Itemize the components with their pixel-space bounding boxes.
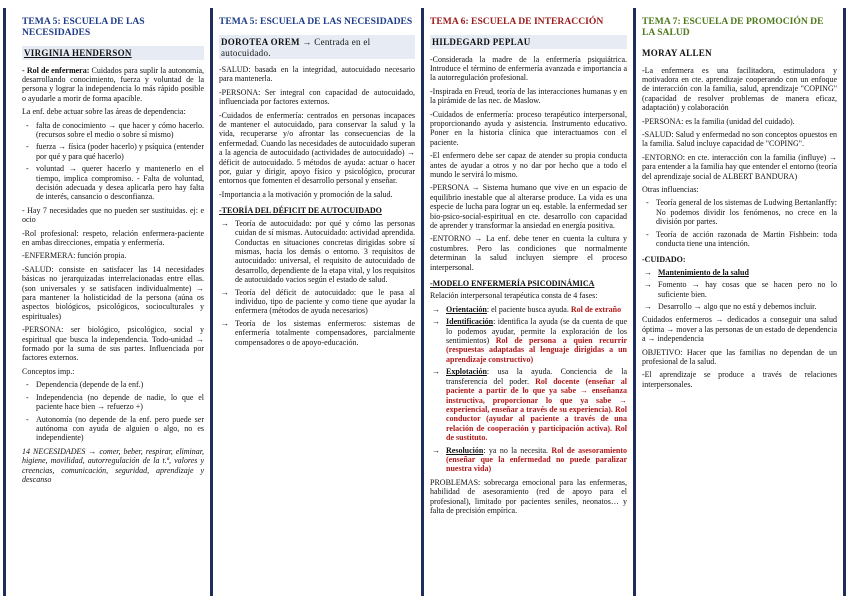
paragraph: -ENTORNO → La enf. debe tener en cuenta la cultura y costumbres. Pero las condiciones que normalmente determinan la salud incluyen siempre el proceso interpersonal. (430, 234, 627, 272)
list-item: → Resolución: ya no la necesita. Rol de asesoramiento (enseñar que la enfermedad no puede paralizar nuestra vida) (446, 446, 627, 474)
paragraph: PROBLEMAS: sobrecarga emocional para las enfermeras, habilidad de asesoramiento (red de apoyo para el profesional), limitado por pacientes seniles, neonatos… y falta de precisión empírica. (430, 477, 627, 515)
paragraph: Conceptos imp.: (22, 366, 75, 376)
column-header: TEMA 6: ESCUELA DE INTERACCIÓN (430, 16, 604, 27)
column-peplau (424, 14, 633, 594)
paragraph: OBJETIVO: Hacer que las familias no dependan de un profesional de la salud. (642, 347, 837, 367)
paragraph: -PERSONA: Ser integral con capacidad de autocuidado, influenciada por factores externos. (219, 87, 415, 107)
paragraph: -SALUD: Salud y enfermedad no son conceptos opuestos en la familia. Salud incluye capacidad de "COPING". (642, 129, 837, 149)
list-item: - Teoría de acción razonada de Martin Fishbein: toda conducta tiene una intención. (656, 230, 837, 249)
column-divider (843, 8, 846, 596)
author-name: VIRGINIA HENDERSON (22, 46, 204, 60)
section-title: -MODELO ENFERMERÍA PSICODINÁMICA (430, 279, 595, 289)
influences-list (642, 198, 837, 248)
column-henderson (16, 14, 210, 594)
author-name: HILDEGARD PEPLAU (430, 35, 627, 49)
list-item: - Teoría general de los sistemas de Ludwing Bertanlanffy: No podemos dividir los fenómenos, no crece en la división por partes. (656, 198, 837, 226)
paragraph: -Inspirada en Freud, teoría de las interacciones humanas y en la pirámide de las nec. de Maslow. (430, 86, 627, 106)
list-item: - fuerza → física (poder hacerlo) y psíquica (entender por qué y para qué hacerlo) (36, 142, 204, 161)
areas-list (22, 121, 204, 202)
paragraph: Otras influencias: (642, 184, 699, 194)
section-title: -CUIDADO: (642, 255, 686, 265)
author-name: MORAY ALLEN (642, 48, 712, 58)
list-item: → Explotación: usa la ayuda. Conciencia de la transferencia del poder. Rol docente (enseñar al paciente a partir de lo que ya sabe → enseñanza instructiva, proporcionar lo que ya sabe → experiencial, enseñar a través de su experiencia). Rol conductor (ayudar al paciente a través de una relación de cooperación y participación activa). Rol de sustituto. (446, 367, 627, 442)
paragraph: -El aprendizaje se produce a través de relaciones interpersonales. (642, 370, 837, 389)
paragraph: -PERSONA: es la familia (unidad del cuidado). (642, 116, 795, 126)
paragraph: -Importancia a la motivación y promoción de la salud. (219, 189, 393, 199)
column-divider (3, 8, 6, 596)
column-header: TEMA 5: ESCUELA DE LAS NECESIDADES (22, 16, 145, 38)
theories-list (219, 219, 415, 347)
list-item: - voluntad → querer hacerlo y mantenerlo en el tiempo, implica compromiso. - Falta de voluntad, decisión adecuada y desea aplicarla pero hay falta de interés, cansancio o desconfianza. (36, 164, 204, 202)
list-item: → Identificación: identifica la ayuda (se da cuenta de que lo podemos ayudar, permite la exploración de los sentimientos) Rol de persona a quien recurrir (respuestas adaptadas al lenguaje dirigidas a un aprendizaje constructivo) (446, 317, 627, 364)
paragraph: -Cuidados de enfermería: proceso terapéutico interpersonal, proporcionando ayuda y asistencia. Instrumento educativo. Poner en la historia clínica que interactuamos con el paciente. (430, 109, 627, 147)
list-item: → Teoría de los sistemas enfermeros: sistemas de enfermería totalmente compensadores, parcialmente compensadores o de apoyo-educación. (235, 319, 415, 347)
paragraph: -Cuidados de enfermería: centrados en personas incapaces de mantener el autocuidado, para conservar la salud y la vida, recuperarse y/o afrontar las consecuencias de la enfermedad. Cuando las necesidades de autocuidado superan a la agencia de autocuidado (actividades de autocuidado) → déficit de autocuidado. 5 métodos de ayuda: actuar o hacer por, guiar y dirigir, apoyo físico y psicológico, procurar entornos que fomenten el desarrollo personal y enseñar. (219, 110, 415, 186)
paragraph: Cuidados enfermeros → dedicados a conseguir una salud óptima → mover a las personas de un estado de dependencia a → independencia (642, 315, 837, 344)
column-orem (213, 14, 421, 594)
list-item: → Fomento → hay cosas que se hacen pero no lo suficiente bien. (658, 280, 837, 299)
list-item: → Teoría del déficit de autocuidado: que le pasa al individuo, tipo de paciente y como tiene que ayudar la enfermera (métodos de ayuda necesarios) (235, 288, 415, 316)
concepts-list (22, 380, 204, 442)
column-header: TEMA 5: ESCUELA DE LAS NECESIDADES (219, 16, 413, 27)
paragraph: -Rol profesional: respeto, relación enfermera-paciente en ambas direcciones, empatía y enfermería. (22, 228, 204, 247)
author-name: DOROTEA OREM → Centrada en el autocuidado. (219, 35, 415, 59)
column-header: TEMA 7: ESCUELA DE PROMOCIÓN DE LA SALUD (642, 16, 824, 38)
phases-list (430, 305, 627, 474)
list-item: - Independencia (no depende de nadie, lo que el paciente hace bien → refuerzo +) (36, 393, 204, 412)
paragraph: -PERSONA: ser biológico, psicológico, social y espiritual que busca la independencia. Todo-unidad → formado por la suma de sus partes. Influenciada por factores externos. (22, 325, 204, 363)
list-item: - Dependencia (depende de la enf.) (36, 380, 204, 389)
list-item: - Autonomía (no depende de la enf. pero puede ser autónoma con ayuda de alguien o algo, no es independiente) (36, 415, 204, 443)
paragraph: -ENFERMERA: función propia. (22, 251, 127, 261)
paragraph: La enf. debe actuar sobre las áreas de dependencia: (22, 107, 186, 117)
section-title: -TEORÍA DEL DÉFICIT DE AUTOCUIDADO (219, 206, 382, 216)
list-item: → Mantenimiento de la salud (658, 268, 837, 277)
column-allen (636, 14, 843, 594)
paragraph: Relación interpersonal terapéutica consta de 4 fases: (430, 291, 598, 301)
paragraph: -La enfermera es una facilitadora, estimuladora y motivadora en cte. aprendizaje cooperando con un enfoque de interacción con la familia, salud, aprendizaje "COPING" (capacidad de resolver problemas de manera eficaz, adaptación) y colaboración (642, 65, 837, 113)
paragraph: -El enfermero debe ser capaz de atender su propia conducta antes de ayudar a otros y no dar por hecho que a todo el mundo le servirá lo mismo. (430, 151, 627, 179)
needs-summary: 14 NECESIDADES → comer, beber, respirar, eliminar, higiene, movilidad, autorregulación de la t.ª, valores y creencias, comunicación, seguridad, aprendizaje y descanso (22, 446, 204, 484)
list-item: → Desarrollo → algo que no está y debemos incluir. (658, 302, 837, 311)
paragraph: - Hay 7 necesidades que no pueden ser sustituidas. ej: e ocio (22, 205, 204, 225)
paragraph: - Rol de enfermera: Cuidados para suplir la autonomía, desarrollando conocimiento, fuerza y voluntad de la persona y lograr la independencia lo más rápido posible o ayudarle a morir de forma apacible. (22, 65, 204, 103)
paragraph: -PERSONA → Sistema humano que vive en un espacio de equilibrio inestable que al alterarse produce. La vida es una especie de lucha para lograr un eq. estable. la enfermedad ser bio-psico-social-espiritual en cte. desarrollo con capacidad de aprender y transformar la ansiedad en energía positiva. (430, 183, 627, 230)
paragraph: -SALUD: consiste en satisfacer las 14 necesidades básicas no jerarquizadas interrelacionadas entre ellas. (son universales y se satisfacen individualmente) → para mantener la holisticidad de la persona (aúna os aspectos biológicos, psicológicos, socioculturales y espirituales) (22, 264, 204, 321)
list-item: - falta de conocimiento → que hacer y cómo hacerlo. (recursos sobre el medio o sobre sí mismo) (36, 121, 204, 140)
list-item: → Orientación: el paciente busca ayuda. Rol de extraño (446, 305, 627, 314)
paragraph: -SALUD: basada en la integridad, autocuidado necesario para mantenerla. (219, 65, 415, 84)
paragraph: -Considerada la madre de la enfermería psiquiátrica. Introduce el término de enfermería avanzada e importancia a la autorregulación profesional. (430, 54, 627, 83)
list-item: → Teoría de autocuidado: por qué y cómo las personas cuidan de sí mismas. Autocuidado: actividad aprendida. Conductas en situaciones concretas dirigidas sobre sí mismas, hacia los demás o entorno. 3 requisitos de autocuidado: universal, el requisito de autocuidado de desarrollo, dependiente de la etapa vital, y los requisitos de autocuidado vacios según el estado de salud. (235, 219, 415, 285)
care-list (642, 268, 837, 312)
paragraph: -ENTORNO: en cte. interacción con la familia (influye) → para entender a la familia hay que entender el entorno (teoría del aprendizaje social de ALBERT BANDURA) (642, 152, 838, 181)
